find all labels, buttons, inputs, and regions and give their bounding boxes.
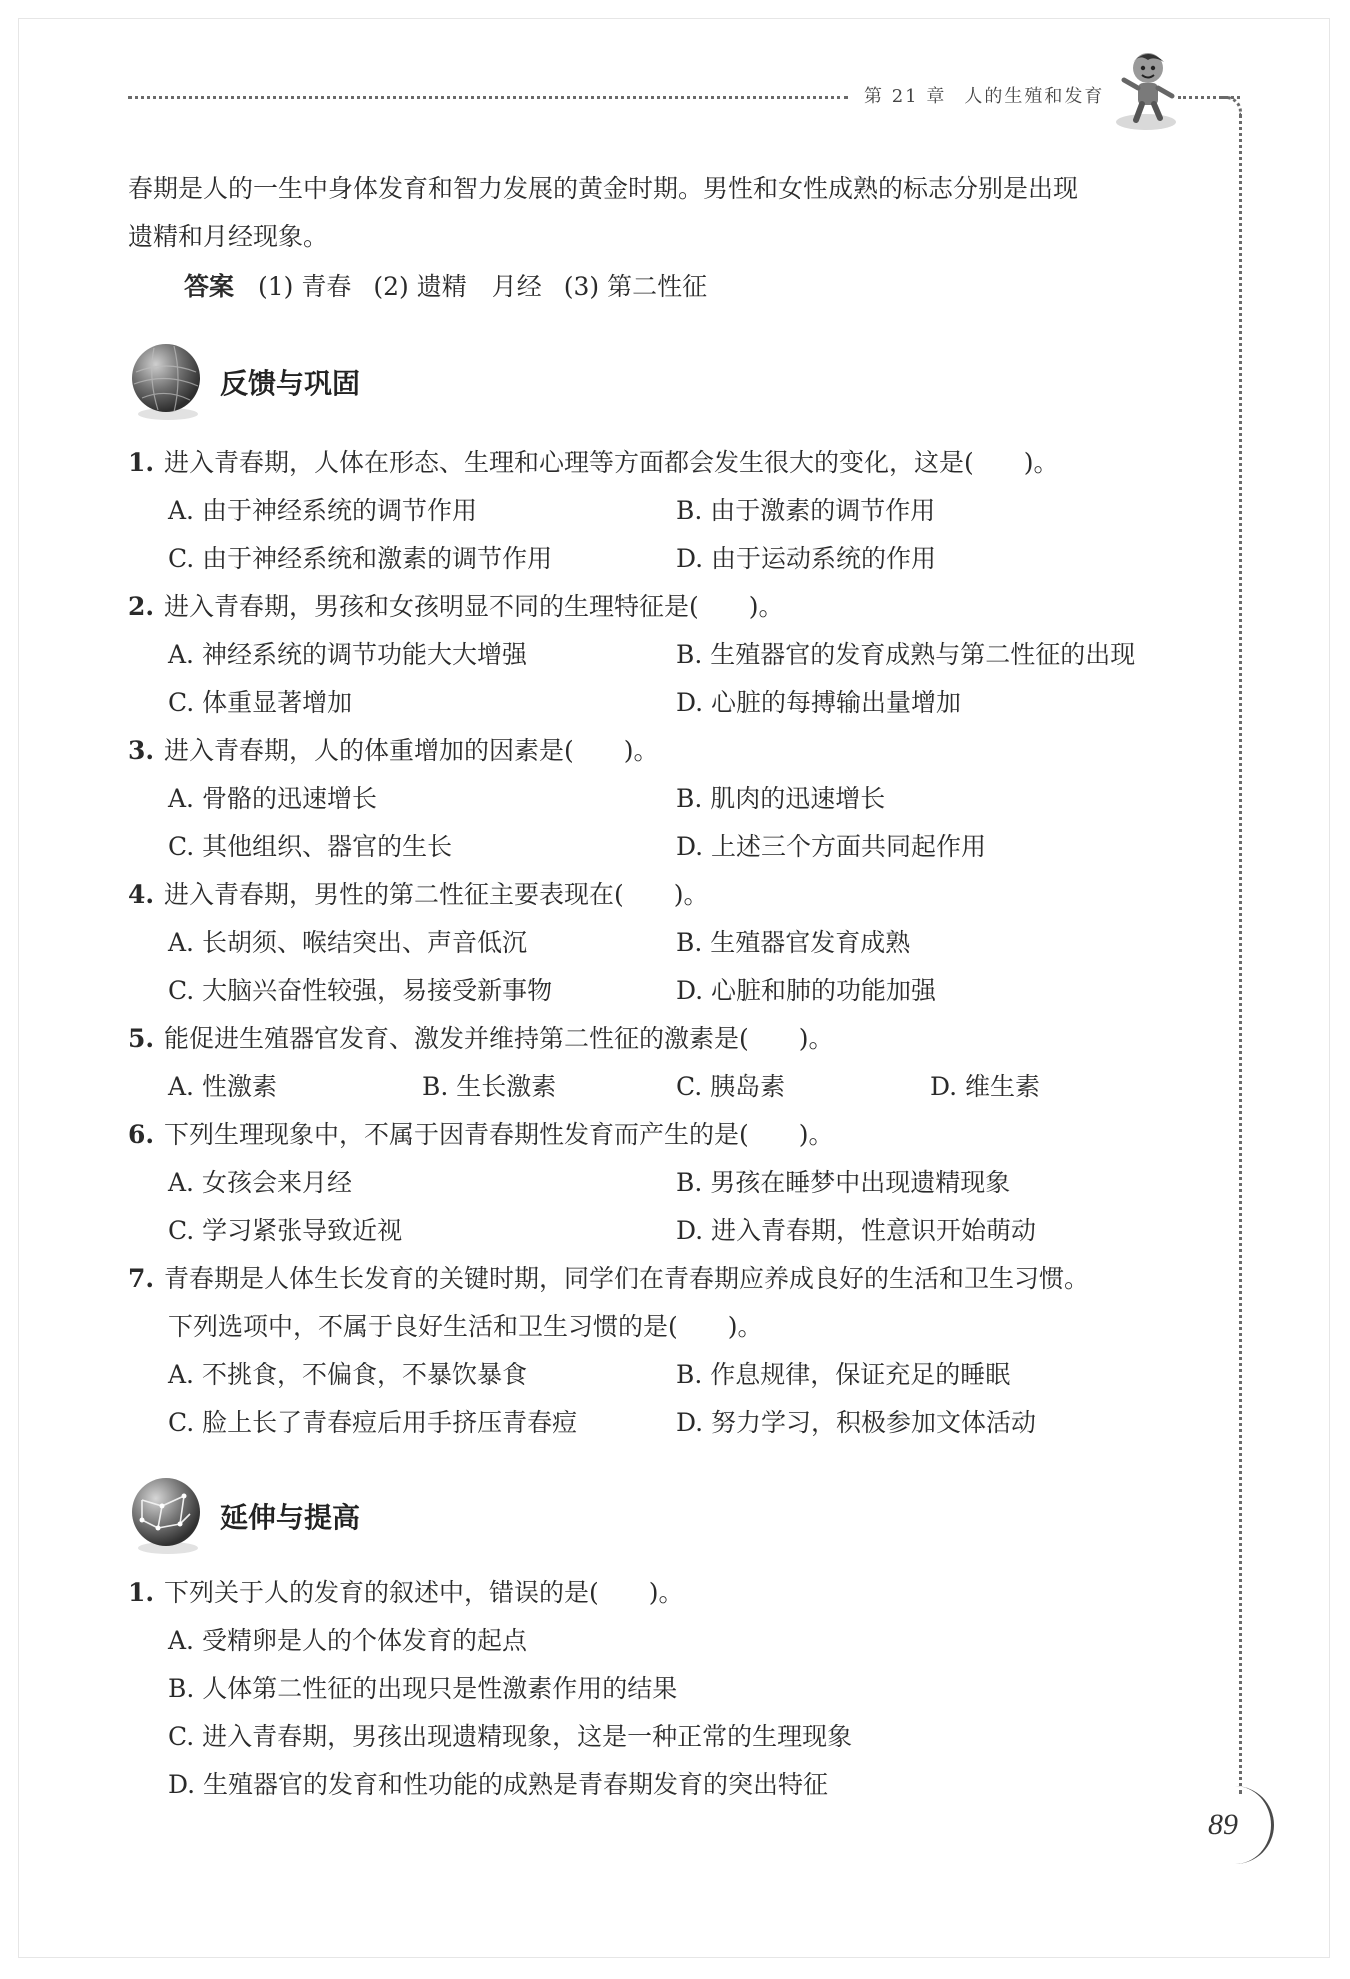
question-5-stem xyxy=(128,1022,834,1056)
q4-option-c: C. 大脑兴奋性较强，易接受新事物 xyxy=(168,976,553,1005)
q5-option-a: A. 性激素 xyxy=(168,1072,277,1101)
q4-option-a: A. 长胡须、喉结突出、声音低沉 xyxy=(168,928,527,957)
answer-part-1: (1) 青春 xyxy=(258,272,352,301)
q7-option-c: C. 脸上长了青春痘后用手挤压青春痘 xyxy=(168,1408,578,1437)
q4-option-b: B. 生殖器官发育成熟 xyxy=(676,928,911,957)
question-2-stem xyxy=(128,590,784,624)
q5-option-c: C. 胰岛素 xyxy=(676,1072,786,1101)
ext-q1-option-b: B. 人体第二性征的出现只是性激素作用的结果 xyxy=(168,1674,678,1703)
question-7-stem-continued: 下列选项中，不属于良好生活和卫生习惯的是( )。 xyxy=(168,1312,763,1341)
q1-option-b: B. 由于激素的调节作用 xyxy=(676,496,936,525)
q6-option-c: C. 学习紧张导致近视 xyxy=(168,1216,403,1245)
question-4-stem xyxy=(128,878,709,912)
q1-option-d: D. 由于运动系统的作用 xyxy=(676,544,937,573)
globe-ball-icon xyxy=(128,342,204,422)
question-text: 进入青春期，人体在形态、生理和心理等方面都会发生很大的变化，这是( )。 xyxy=(164,448,1059,477)
q6-option-a: A. 女孩会来月经 xyxy=(168,1168,352,1197)
intro-line-2: 遗精和月经现象。 xyxy=(128,222,329,251)
page-number: 89 xyxy=(1208,1808,1238,1841)
q2-option-d: D. 心脏的每搏输出量增加 xyxy=(676,688,962,717)
question-text: 下列生理现象中，不属于因青春期性发育而产生的是( )。 xyxy=(164,1120,834,1149)
q2-option-b: B. 生殖器官的发育成熟与第二性征的出现 xyxy=(676,640,1136,669)
q3-option-a: A. 骨骼的迅速增长 xyxy=(168,784,377,813)
q5-option-d: D. 维生素 xyxy=(930,1072,1041,1101)
section-title: 延伸与提高 xyxy=(220,1501,361,1534)
q3-option-d: D. 上述三个方面共同起作用 xyxy=(676,832,987,861)
question-6-stem xyxy=(128,1118,834,1152)
q2-option-a: A. 神经系统的调节功能大大增强 xyxy=(168,640,527,669)
question-text: 进入青春期，男性的第二性征主要表现在( )。 xyxy=(164,880,709,909)
side-rule xyxy=(1239,114,1242,1794)
ext-q1-option-c: C. 进入青春期，男孩出现遗精现象，这是一种正常的生理现象 xyxy=(168,1722,853,1751)
question-number: 2. xyxy=(128,592,155,621)
running-header xyxy=(864,82,1104,108)
question-text: 进入青春期，人的体重增加的因素是( )。 xyxy=(164,736,659,765)
question-number: 7. xyxy=(128,1264,155,1293)
chapter-number: 第 21 章 xyxy=(864,86,947,107)
q3-option-b: B. 肌肉的迅速增长 xyxy=(676,784,886,813)
question-text: 能促进生殖器官发育、激发并维持第二性征的激素是( )。 xyxy=(164,1024,834,1053)
intro-line-1: 春期是人的一生中身体发育和智力发展的黄金时期。男性和女性成熟的标志分别是出现 xyxy=(128,174,1079,203)
answer-line xyxy=(184,270,729,304)
question-ext-1-stem xyxy=(128,1576,684,1610)
network-globe-icon xyxy=(128,1476,204,1556)
q7-option-d: D. 努力学习，积极参加文体活动 xyxy=(676,1408,1037,1437)
question-text: 青春期是人体生长发育的关键时期，同学们在青春期应养成良好的生活和卫生习惯。 xyxy=(164,1264,1090,1293)
question-number: 1. xyxy=(128,1578,155,1607)
answer-part-3: (3) 第二性征 xyxy=(563,272,708,301)
mascot-boy-icon xyxy=(1110,48,1184,132)
q6-option-b: B. 男孩在睡梦中出现遗精现象 xyxy=(676,1168,1011,1197)
q2-option-c: C. 体重显著增加 xyxy=(168,688,353,717)
question-number: 5. xyxy=(128,1024,155,1053)
q5-option-b: B. 生长激素 xyxy=(422,1072,557,1101)
q3-option-c: C. 其他组织、器官的生长 xyxy=(168,832,453,861)
chapter-title: 人的生殖和发育 xyxy=(964,86,1105,107)
question-text: 进入青春期，男孩和女孩明显不同的生理特征是( )。 xyxy=(164,592,784,621)
question-number: 6. xyxy=(128,1120,155,1149)
question-7-stem xyxy=(128,1262,1089,1296)
question-3-stem xyxy=(128,734,659,768)
q1-option-a: A. 由于神经系统的调节作用 xyxy=(168,496,477,525)
question-1-stem xyxy=(128,446,1059,480)
answer-label: 答案 xyxy=(184,272,235,301)
question-number: 3. xyxy=(128,736,155,765)
ext-q1-option-d: D. 生殖器官的发育和性功能的成熟是青春期发育的突出特征 xyxy=(168,1770,829,1799)
answer-part-2: (2) 遗精 月经 xyxy=(373,272,542,301)
q4-option-d: D. 心脏和肺的功能加强 xyxy=(676,976,937,1005)
question-number: 4. xyxy=(128,880,155,909)
section-title: 反馈与巩固 xyxy=(220,367,361,400)
q1-option-c: C. 由于神经系统和激素的调节作用 xyxy=(168,544,553,573)
question-number: 1. xyxy=(128,448,155,477)
question-text: 下列关于人的发育的叙述中，错误的是( )。 xyxy=(164,1578,684,1607)
header-rule xyxy=(128,96,848,99)
q6-option-d: D. 进入青春期，性意识开始萌动 xyxy=(676,1216,1037,1245)
q7-option-a: A. 不挑食，不偏食，不暴饮暴食 xyxy=(168,1360,527,1389)
ext-q1-option-a: A. 受精卵是人的个体发育的起点 xyxy=(168,1626,527,1655)
q7-option-b: B. 作息规律，保证充足的睡眠 xyxy=(676,1360,1011,1389)
